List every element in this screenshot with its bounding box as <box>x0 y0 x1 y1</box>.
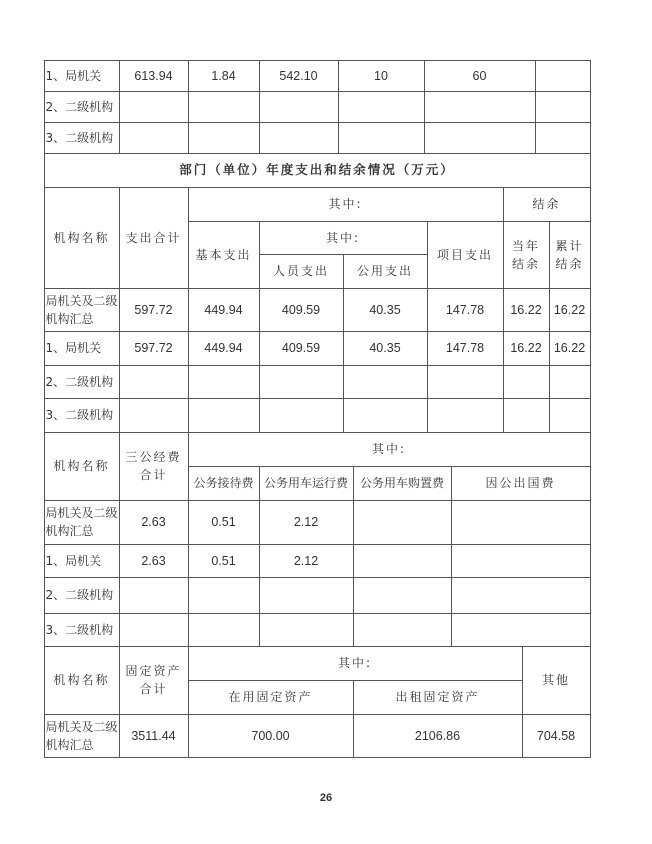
row-label <box>44 122 120 154</box>
value-cell <box>188 60 260 92</box>
row-label-text: 1、局机关 <box>45 341 102 355</box>
value-cell <box>119 60 189 92</box>
header-personnel <box>259 254 344 289</box>
value-cell <box>535 91 591 123</box>
value-cell <box>535 60 591 92</box>
section-title <box>44 153 591 188</box>
value-cell <box>119 288 189 332</box>
value-cell <box>353 500 452 545</box>
row-label <box>44 91 120 123</box>
value-cell-text: 2106.86 <box>414 728 461 743</box>
value-cell <box>188 331 260 366</box>
value-cell <box>259 544 354 578</box>
header-org-name-text: 机构名称 <box>53 459 110 473</box>
row-label-text: 局机关及二级机构汇总 <box>45 719 118 752</box>
value-cell <box>188 122 260 154</box>
header-public <box>343 254 428 289</box>
value-cell <box>259 398 344 433</box>
value-cell <box>188 398 260 433</box>
value-cell <box>119 398 189 433</box>
value-cell <box>259 288 344 332</box>
header-total <box>119 432 189 501</box>
value-cell <box>424 122 536 154</box>
value-cell-text: 10 <box>374 68 388 83</box>
section-title-text: 部门（单位）年度支出和结余情况（万元） <box>179 162 455 177</box>
value-cell <box>451 500 591 545</box>
value-cell <box>427 288 504 332</box>
value-cell <box>522 714 591 758</box>
value-cell <box>119 714 189 758</box>
header-org-name-text: 机构名称 <box>53 230 110 245</box>
value-cell <box>259 500 354 545</box>
value-cell <box>188 91 260 123</box>
header-total-text: 三公经费合计 <box>125 450 182 482</box>
value-cell-text: 597.72 <box>134 302 173 317</box>
value-cell <box>427 365 504 399</box>
value-cell <box>353 613 452 647</box>
value-cell-text: 0.51 <box>211 553 236 568</box>
value-cell <box>549 331 591 366</box>
value-cell <box>188 544 260 578</box>
value-cell-text: 147.78 <box>445 302 485 317</box>
value-cell-text: 1.84 <box>211 68 236 83</box>
value-cell <box>451 544 591 578</box>
value-cell <box>259 365 344 399</box>
value-cell <box>343 365 428 399</box>
value-cell-text: 542.10 <box>279 68 318 83</box>
row-label <box>44 60 120 92</box>
row-label-text: 3、二级机构 <box>45 622 114 637</box>
header-of-which-text: 其中: <box>325 230 361 245</box>
header-basic-text: 基本支出 <box>195 247 252 262</box>
value-cell <box>451 613 591 647</box>
header-overseas <box>451 466 591 501</box>
value-cell <box>343 398 428 433</box>
row-label <box>44 500 120 545</box>
value-cell <box>549 288 591 332</box>
value-cell <box>119 331 189 366</box>
value-cell <box>503 398 550 433</box>
row-label <box>44 365 120 399</box>
value-cell <box>535 122 591 154</box>
value-cell <box>503 331 550 366</box>
value-cell <box>188 613 260 647</box>
header-total <box>119 187 189 289</box>
value-cell-text: 613.94 <box>134 68 173 83</box>
value-cell-text: 597.72 <box>134 341 173 355</box>
value-cell-text: 2.12 <box>293 553 319 568</box>
value-cell <box>119 122 189 154</box>
value-cell-text: 449.94 <box>204 302 243 317</box>
header-reception-text: 公务接待费 <box>193 476 254 490</box>
value-cell <box>549 398 591 433</box>
header-org-name <box>44 432 120 501</box>
value-cell-text: 60 <box>472 68 487 83</box>
header-of-which <box>188 646 523 681</box>
header-total-text: 固定资产合计 <box>125 664 182 696</box>
value-cell <box>338 122 425 154</box>
value-cell-text: 40.35 <box>369 341 401 355</box>
value-cell-text: 0.51 <box>211 515 236 529</box>
header-of-which <box>188 187 504 222</box>
value-cell <box>503 288 550 332</box>
row-label-text: 1、局机关 <box>45 68 102 83</box>
header-basic <box>188 221 260 289</box>
value-cell-text: 409.59 <box>281 341 321 355</box>
value-cell <box>119 365 189 399</box>
header-in-use-text: 在用固定资产 <box>228 690 313 704</box>
row-label-text: 3、二级机构 <box>45 408 114 422</box>
value-cell <box>259 91 339 123</box>
row-label <box>44 398 120 433</box>
header-of-which-text: 其中: <box>371 442 407 456</box>
value-cell <box>353 544 452 578</box>
value-cell <box>338 60 425 92</box>
header-balance-text: 结余 <box>532 197 561 211</box>
value-cell <box>424 91 536 123</box>
header-of-which-text: 其中: <box>328 197 363 211</box>
value-cell <box>343 331 428 366</box>
value-cell-text: 3511.44 <box>131 728 176 743</box>
row-label <box>44 331 120 366</box>
header-of-which <box>188 432 591 467</box>
header-public-text: 公用支出 <box>356 264 413 278</box>
value-cell <box>424 60 536 92</box>
value-cell <box>119 91 189 123</box>
header-cum-balance-text: 累计结余 <box>555 238 584 271</box>
header-leased <box>353 680 523 715</box>
value-cell <box>188 365 260 399</box>
value-cell <box>259 60 339 92</box>
value-cell-text: 147.78 <box>445 341 485 355</box>
header-other-text: 其他 <box>541 673 570 687</box>
page-number: 26 <box>319 792 333 804</box>
value-cell <box>259 613 354 647</box>
value-cell <box>119 613 189 647</box>
value-cell <box>343 288 428 332</box>
header-car-running <box>259 466 354 501</box>
header-cum-balance <box>549 221 591 289</box>
header-leased-text: 出租固定资产 <box>395 690 480 704</box>
value-cell <box>427 398 504 433</box>
row-label-text: 2、二级机构 <box>45 588 114 602</box>
value-cell <box>188 288 260 332</box>
value-cell-text: 16.22 <box>510 302 542 317</box>
value-cell <box>353 577 452 614</box>
row-label-text: 局机关及二级机构汇总 <box>45 293 118 326</box>
header-other <box>522 646 591 715</box>
value-cell <box>353 714 523 758</box>
header-year-balance <box>503 221 550 289</box>
value-cell <box>451 577 591 614</box>
header-org-name-text: 机构名称 <box>53 673 110 687</box>
value-cell-text: 16.22 <box>553 302 586 317</box>
value-cell-text: 16.22 <box>553 341 586 355</box>
header-reception <box>188 466 260 501</box>
value-cell-text: 449.94 <box>204 341 243 355</box>
row-label <box>44 544 120 578</box>
header-personnel-text: 人员支出 <box>272 264 329 278</box>
value-cell-text: 40.35 <box>369 302 401 317</box>
header-car-running-text: 公务用车运行费 <box>263 476 348 490</box>
row-label-text: 3、二级机构 <box>45 130 114 145</box>
value-cell <box>259 331 344 366</box>
value-cell <box>549 365 591 399</box>
header-total <box>119 646 189 715</box>
value-cell <box>338 91 425 123</box>
value-cell <box>119 544 189 578</box>
value-cell <box>188 577 260 614</box>
header-car-purchase-text: 公务用车购置费 <box>359 476 444 490</box>
row-label-text: 局机关及二级机构汇总 <box>45 506 118 538</box>
value-cell <box>259 122 339 154</box>
header-in-use <box>188 680 354 715</box>
value-cell <box>188 714 354 758</box>
header-balance <box>503 187 591 222</box>
header-org-name <box>44 187 120 289</box>
value-cell-text: 704.58 <box>536 728 576 743</box>
value-cell-text: 2.63 <box>141 515 166 529</box>
row-label <box>44 577 120 614</box>
header-project-text: 项目支出 <box>436 247 493 262</box>
header-car-purchase <box>353 466 452 501</box>
value-cell-text: 2.12 <box>293 515 319 529</box>
row-label <box>44 714 120 758</box>
header-of-which-text: 其中: <box>337 656 373 670</box>
value-cell-text: 700.00 <box>251 728 290 743</box>
row-label <box>44 288 120 332</box>
value-cell <box>119 577 189 614</box>
value-cell-text: 2.63 <box>141 553 166 568</box>
row-label-text: 1、局机关 <box>45 553 102 568</box>
header-org-name <box>44 646 120 715</box>
header-of-which <box>259 221 428 255</box>
value-cell <box>427 331 504 366</box>
value-cell <box>259 577 354 614</box>
header-year-balance-text: 当年结余 <box>511 238 540 271</box>
value-cell-text: 409.59 <box>281 302 321 317</box>
value-cell <box>503 365 550 399</box>
value-cell <box>119 500 189 545</box>
header-overseas-text: 因公出国费 <box>485 476 556 490</box>
header-project <box>427 221 504 289</box>
row-label <box>44 613 120 647</box>
value-cell-text: 16.22 <box>510 341 542 355</box>
header-total-text: 支出合计 <box>125 230 182 245</box>
row-label-text: 2、二级机构 <box>45 99 114 114</box>
value-cell <box>188 500 260 545</box>
row-label-text: 2、二级机构 <box>45 374 114 389</box>
